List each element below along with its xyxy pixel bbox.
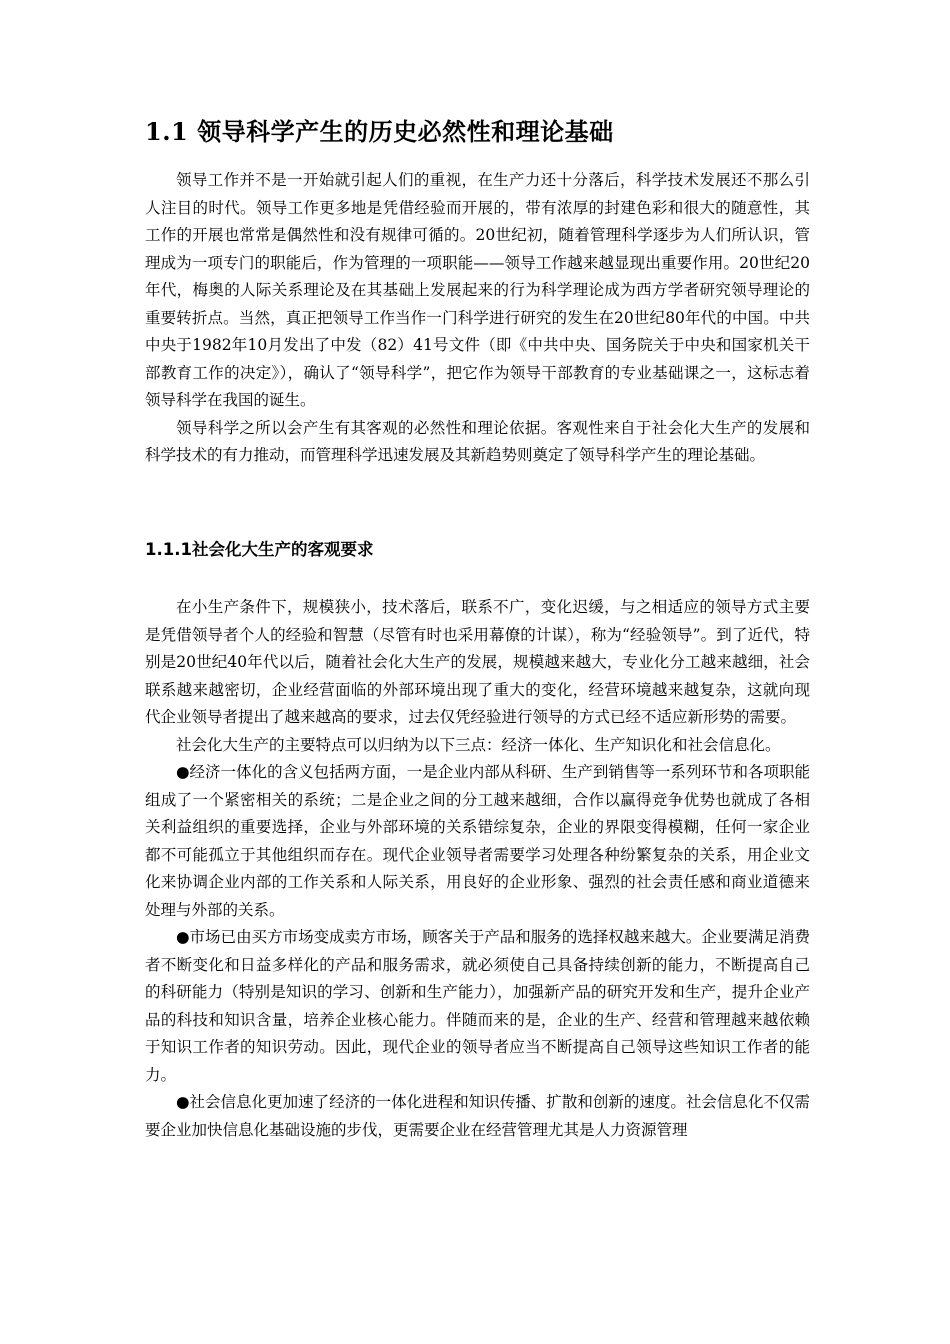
intro-paragraph: 领导科学之所以会产生有其客观的必然性和理论依据。客观性来自于社会化大生产的发展和科学技术的有力推动，而管理科学迅速发展及其新趋势则奠定了领导科学产生的理论基础。 [145, 418, 810, 464]
bullet-paragraph: ●市场已由买方市场变成卖方市场，顾客关于产品和服务的选择权越来越大。企业要满足消费者不断变化和日益多样化的产品和服务需求，就必须使自己具备持续创新的能力，不断提高自己的科研能力（特别是知识的学习、创新和生产能力），加强新产品的研究开发和生产，提升企业产品的科技和知识含量，培养企业核心能力。伴随而来的是，企业的生产、经营和管理越来越依赖于知识工作者的知识劳动。因此，现代企业的领导者应当不断提高自己领导这些知识工作者的能力。 [145, 928, 810, 1084]
bullet-paragraph: ●经济一体化的含义包括两方面，一是企业内部从科研、生产到销售等一系列环节和各项职能组成了一个紧密相关的系统；二是企业之间的分工越来越细，合作以赢得竞争优势也就成了各相关利益组织的重要选择，企业与外部环境的关系错综复杂，企业的界限变得模糊，任何一家企业都不可能孤立于其他组织而存在。现代企业领导者需要学习处理各种纷繁复杂的关系，用企业文化来协调企业内部的工作关系和人际关系，用良好的企业形象、强烈的社会责任感和商业道德来处理与外部的关系。 [145, 763, 810, 919]
section-title: 1.1 领导科学产生的历史必然性和理论基础 [145, 117, 614, 146]
body-paragraph: 社会化大生产的主要特点可以归纳为以下三点：经济一体化、生产知识化和社会信息化。 [176, 735, 781, 754]
body-paragraph: 在小生产条件下，规模狭小，技术落后，联系不广，变化迟缓，与之相适应的领导方式主要是凭借领导者个人的经验和智慧（尽管有时也采用幕僚的计谋），称为“经验领导”。到了近代，特别是20世纪40年代以后，随着社会化大生产的发展，规模越来越大，专业化分工越来越细，社会联系越来越密切，企业经营面临的外部环境出现了重大的变化，经营环境越来越复杂，这就向现代企业领导者提出了越来越高的要求，过去仅凭经验进行领导的方式已经不适应新形势的需要。 [145, 598, 810, 726]
intro-block [145, 167, 810, 470]
subsection-block [145, 594, 810, 1144]
intro-paragraph: 领导工作并不是一开始就引起人们的重视，在生产力还十分落后，科学技术发展还不那么引人注目的时代。领导工作更多地是凭借经验而开展的，带有浓厚的封建色彩和很大的随意性，其工作的开展也常常是偶然性和没有规律可循的。20世纪初，随着管理科学逐步为人们所认识，管理成为一项专门的职能后，作为管理的一项职能——领导工作越来越显现出重要作用。20世纪20年代，梅奥的人际关系理论及在其基础上发展起来的行为科学理论成为西方学者研究领导理论的重要转折点。当然，真正把领导工作当作一门科学进行研究的发生在20世纪80年代的中国。中共中央于1982年10月发出了中发（82）41号文件（即《中共中央、国务院关于中央和国家机关干部教育工作的决定》），确认了“领导科学”，把它作为领导干部教育的专业基础课之一，这标志着领导科学在我国的诞生。 [145, 171, 810, 409]
bullet-paragraph: ●社会信息化更加速了经济的一体化进程和知识传播、扩散和创新的速度。社会信息化不仅需要企业加快信息化基础设施的步伐，更需要企业在经营管理尤其是人力资源管理 [145, 1093, 810, 1139]
subsection-title: 1.1.1社会化大生产的客观要求 [145, 540, 374, 559]
